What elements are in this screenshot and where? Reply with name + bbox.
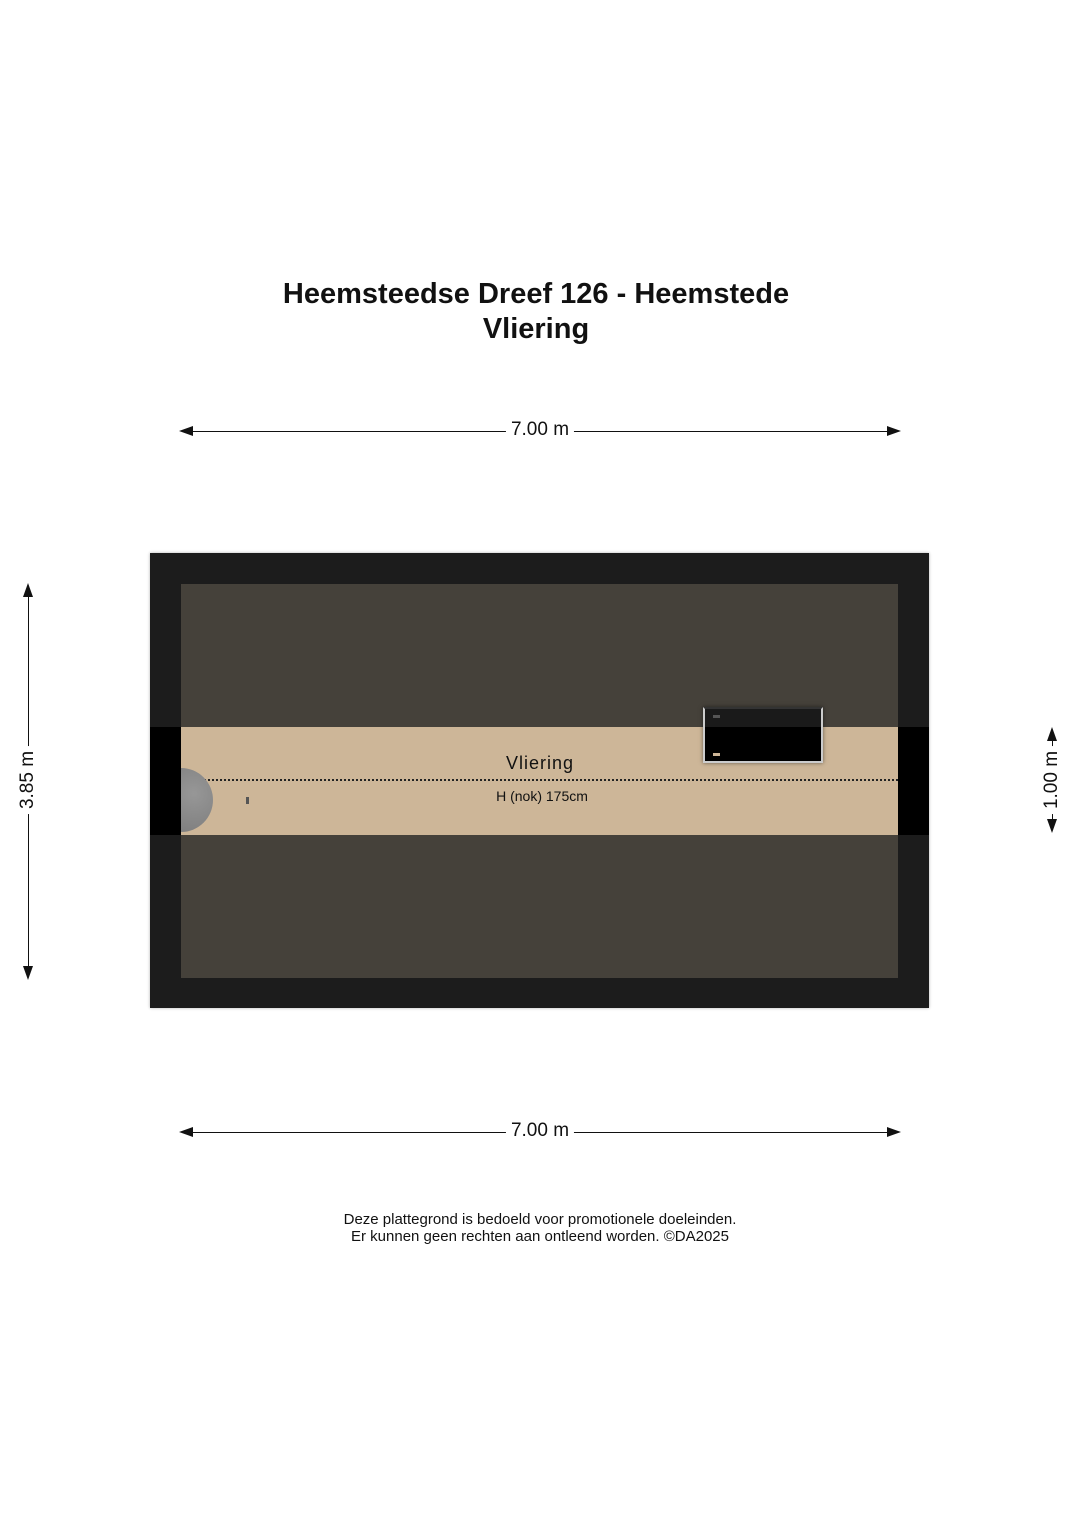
floor-title: Vliering [482, 313, 590, 345]
arrow-left-icon [179, 425, 193, 437]
disclaimer-line-1: Deze plattegrond is bedoeld voor promotionele doeleinden. [343, 1211, 737, 1228]
hatch-upper [705, 709, 821, 727]
room-height-label: H (nok) 175cm [496, 788, 588, 804]
room-label: Vliering [505, 753, 575, 773]
disclaimer-line-2: Er kunnen geen rechten aan ontleend worden. ©DA2025 [351, 1228, 729, 1245]
wall-section-left [150, 727, 181, 835]
arrow-right-icon [887, 1126, 901, 1138]
arrow-left-icon [179, 1126, 193, 1138]
outer-wall [150, 553, 929, 1008]
bottom-width-label: 7.00 m [506, 1120, 574, 1142]
right-band-label: 1.00 m [1041, 746, 1063, 814]
arrow-up-icon [22, 583, 34, 597]
arrow-up-icon [1046, 727, 1058, 741]
left-depth-label: 3.85 m [17, 746, 39, 814]
hatch-marker [713, 715, 720, 718]
plan-title: Heemsteedse Dreef 126 - Heemstede [282, 278, 790, 310]
wall-section-right [898, 727, 929, 835]
arrow-down-icon [22, 966, 34, 980]
hatch-marker [713, 753, 720, 756]
roof-hatch [703, 707, 823, 763]
arrow-right-icon [887, 425, 901, 437]
pipe-handle [246, 797, 249, 804]
ridge-line [181, 779, 898, 781]
arrow-down-icon [1046, 819, 1058, 833]
top-width-label: 7.00 m [506, 419, 574, 441]
